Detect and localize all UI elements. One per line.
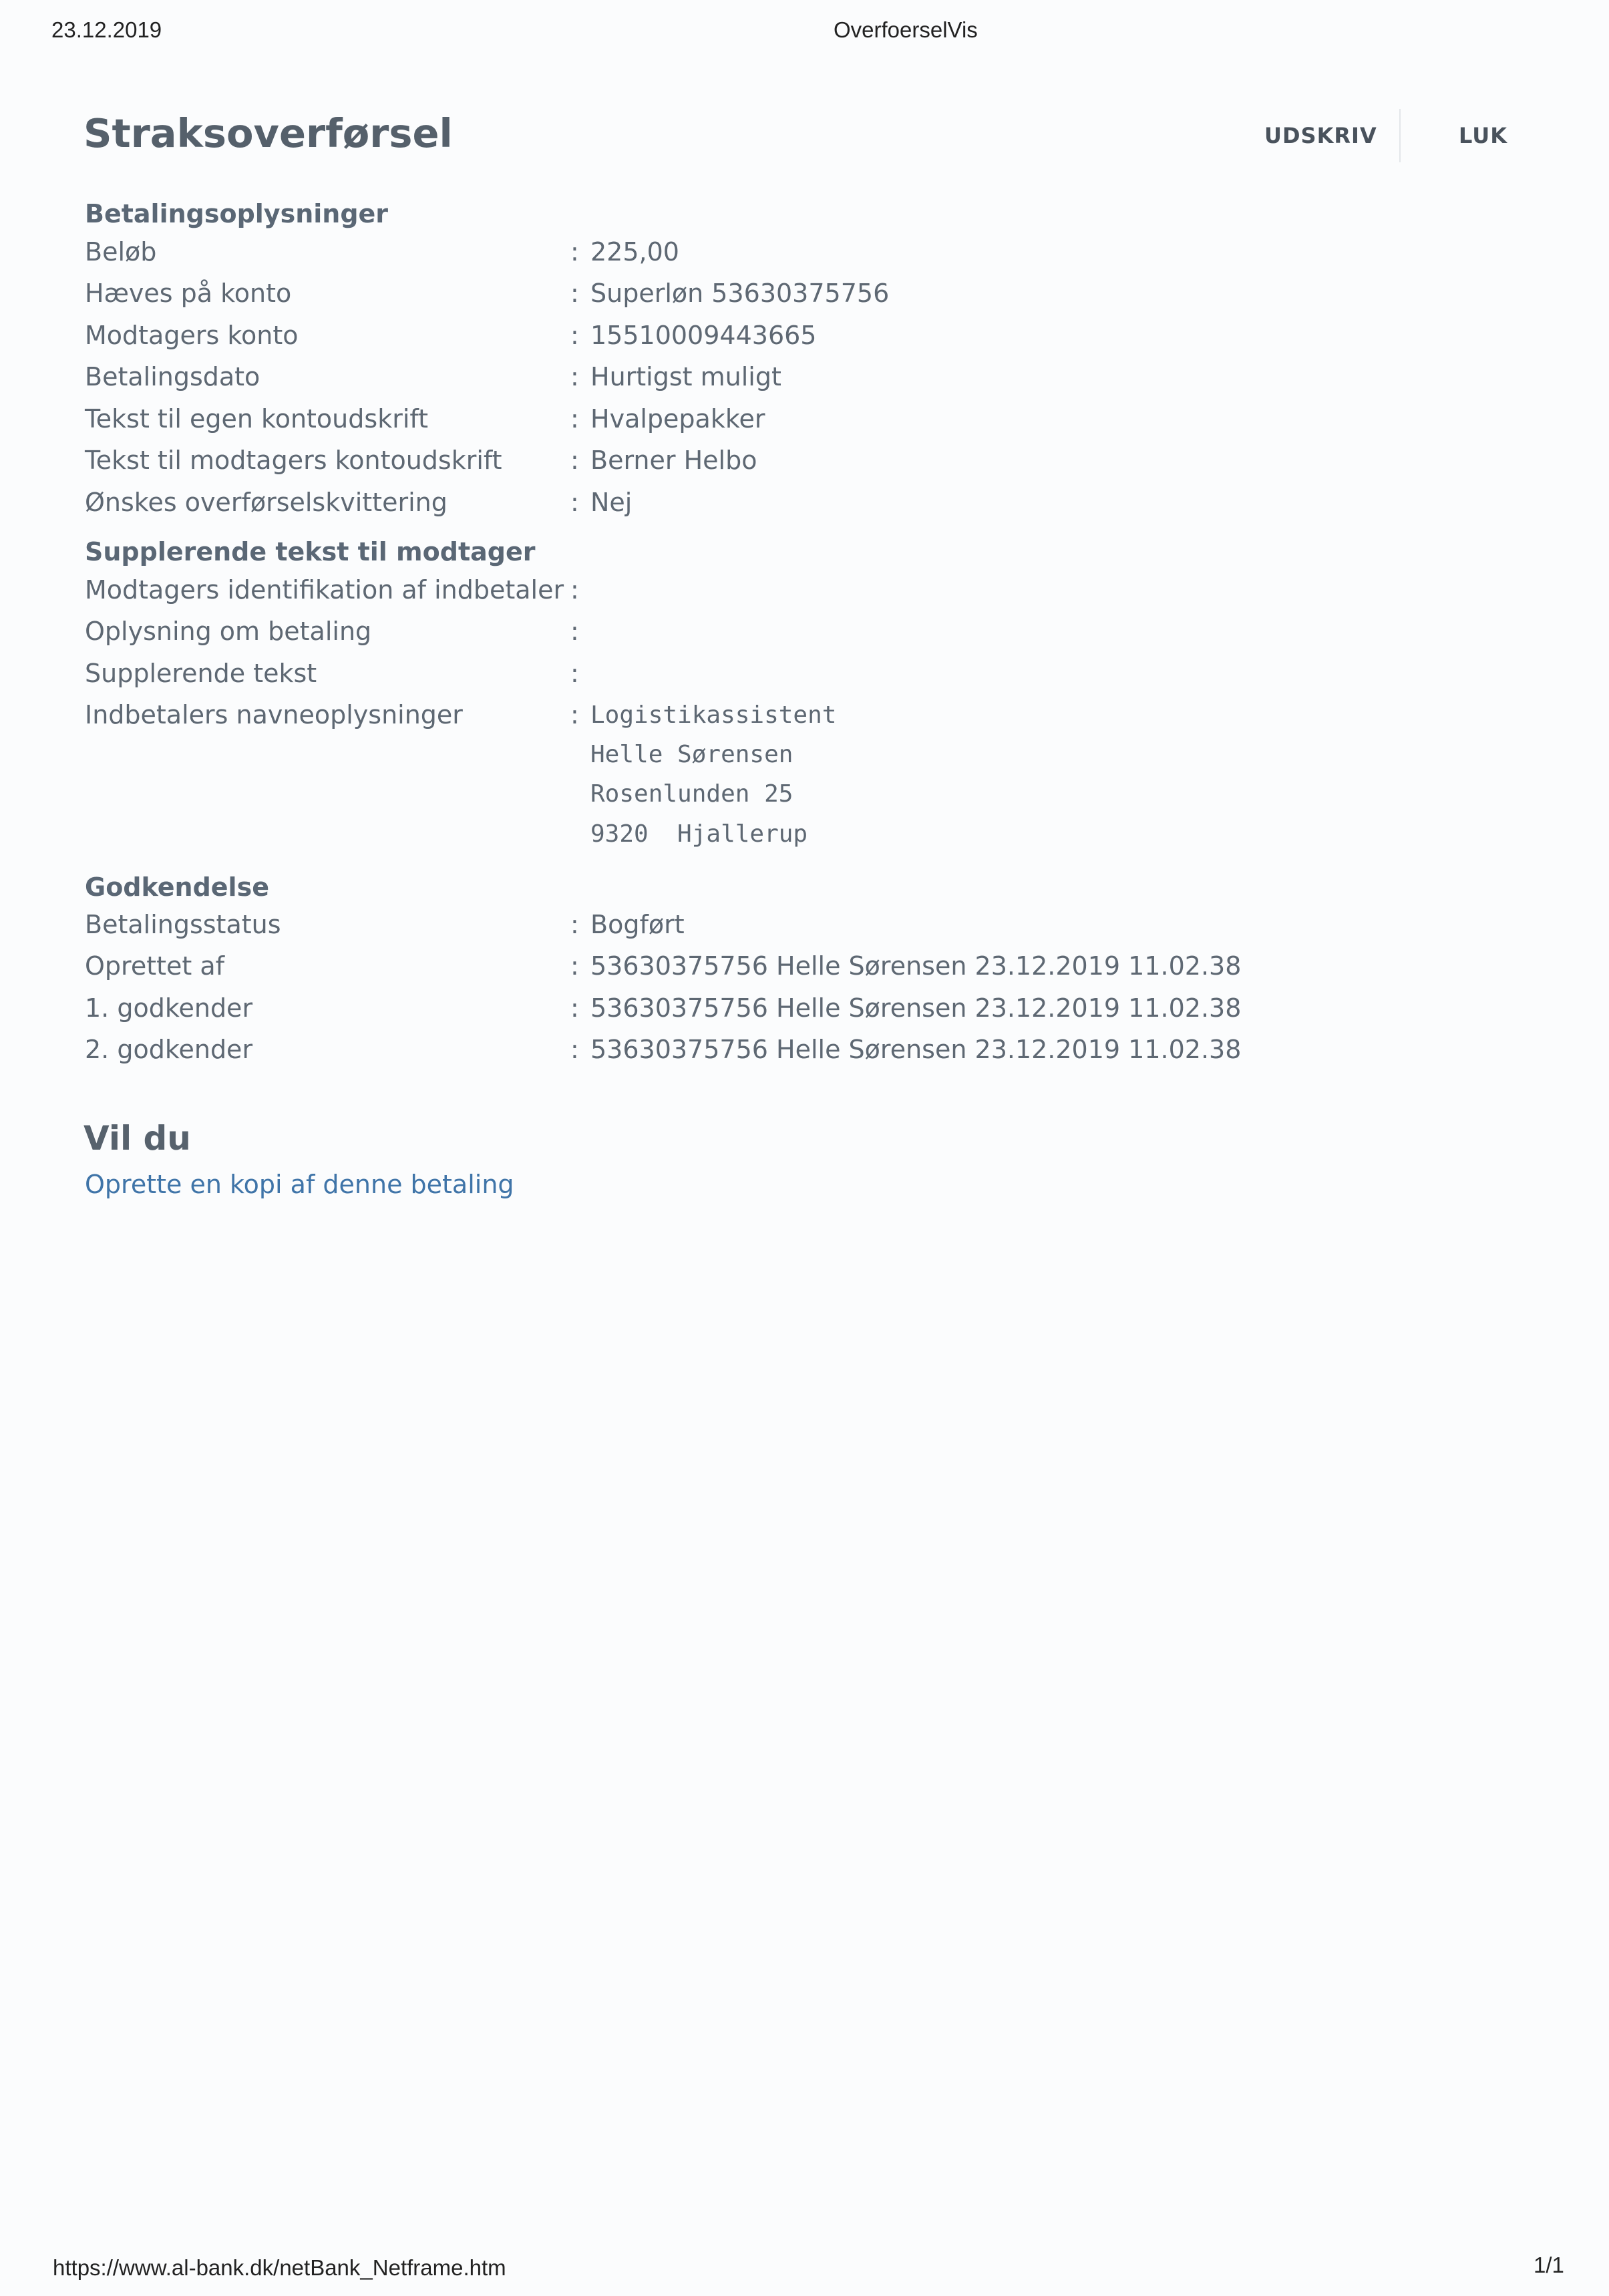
action-divider bbox=[1399, 109, 1401, 162]
payer-line: Helle Sørensen bbox=[590, 741, 793, 768]
first-approver-colon: : bbox=[570, 993, 579, 1023]
own-statement-text-label: Tekst til egen kontoudskrift bbox=[85, 404, 428, 434]
print-url: https://www.al-bank.dk/netBank_Netframe.htm bbox=[53, 2255, 506, 2280]
supplementary-section-heading: Supplerende tekst til modtager bbox=[85, 537, 536, 566]
amount-colon: : bbox=[570, 237, 579, 267]
payment-section-heading: Betalingsoplysninger bbox=[85, 199, 389, 228]
recipient-account-value: 15510009443665 bbox=[590, 321, 817, 350]
recipient-account-label: Modtagers konto bbox=[85, 321, 299, 350]
payer-name-info-label: Indbetalers navneoplysninger bbox=[85, 700, 463, 729]
payment-information-colon: : bbox=[570, 617, 579, 646]
debit-account-colon: : bbox=[570, 279, 579, 308]
created-by-value: 53630375756 Helle Sørensen 23.12.2019 11.02.38 bbox=[590, 951, 1242, 981]
supplementary-text-label: Supplerende tekst bbox=[85, 659, 317, 688]
payment-status-value: Bogført bbox=[590, 910, 685, 939]
payer-identification-label: Modtagers identifikation af indbetaler bbox=[85, 575, 564, 605]
payment-status-colon: : bbox=[570, 910, 579, 939]
amount-value: 225,00 bbox=[590, 237, 679, 267]
own-statement-text-colon: : bbox=[570, 404, 579, 434]
amount-label: Beløb bbox=[85, 237, 157, 267]
debit-account-value: Superløn 53630375756 bbox=[590, 279, 890, 308]
recipient-statement-text-colon: : bbox=[570, 446, 579, 475]
print-date: 23.12.2019 bbox=[51, 17, 162, 42]
close-button[interactable]: LUK bbox=[1459, 123, 1508, 148]
receipt-requested-label: Ønskes overførselskvittering bbox=[85, 488, 448, 517]
print-page-number: 1/1 bbox=[1534, 2253, 1564, 2277]
supplementary-text-colon: : bbox=[570, 659, 579, 688]
payment-date-value: Hurtigst muligt bbox=[590, 362, 781, 391]
copy-payment-link[interactable]: Oprette en kopi af denne betaling bbox=[85, 1170, 514, 1199]
receipt-requested-value: Nej bbox=[590, 488, 633, 517]
recipient-statement-text-value: Berner Helbo bbox=[590, 446, 757, 475]
debit-account-label: Hæves på konto bbox=[85, 279, 292, 308]
payment-date-label: Betalingsdato bbox=[85, 362, 260, 391]
own-statement-text-value: Hvalpepakker bbox=[590, 404, 765, 434]
payer-name-info-colon: : bbox=[570, 700, 579, 729]
first-approver-label: 1. godkender bbox=[85, 993, 253, 1023]
payer-identification-colon: : bbox=[570, 575, 579, 605]
print-button[interactable]: UDSKRIV bbox=[1264, 123, 1377, 148]
page-title: Straksoverførsel bbox=[83, 110, 453, 156]
approval-section-heading: Godkendelse bbox=[85, 872, 269, 902]
second-approver-label: 2. godkender bbox=[85, 1035, 253, 1064]
payment-date-colon: : bbox=[570, 362, 579, 391]
recipient-statement-text-label: Tekst til modtagers kontoudskrift bbox=[85, 446, 502, 475]
payment-status-label: Betalingsstatus bbox=[85, 910, 281, 939]
payer-line: Rosenlunden 25 bbox=[590, 780, 793, 808]
receipt-requested-colon: : bbox=[570, 488, 579, 517]
print-page-title: OverfoerselVis bbox=[834, 17, 978, 42]
second-approver-colon: : bbox=[570, 1035, 579, 1064]
first-approver-value: 53630375756 Helle Sørensen 23.12.2019 11.02.38 bbox=[590, 993, 1242, 1023]
vil-du-heading: Vil du bbox=[83, 1119, 191, 1158]
second-approver-value: 53630375756 Helle Sørensen 23.12.2019 11.02.38 bbox=[590, 1035, 1242, 1064]
payer-line: 9320 Hjallerup bbox=[590, 820, 808, 848]
payer-line: Logistikassistent bbox=[590, 701, 837, 729]
payment-information-label: Oplysning om betaling bbox=[85, 617, 372, 646]
recipient-account-colon: : bbox=[570, 321, 579, 350]
created-by-colon: : bbox=[570, 951, 579, 981]
created-by-label: Oprettet af bbox=[85, 951, 225, 981]
